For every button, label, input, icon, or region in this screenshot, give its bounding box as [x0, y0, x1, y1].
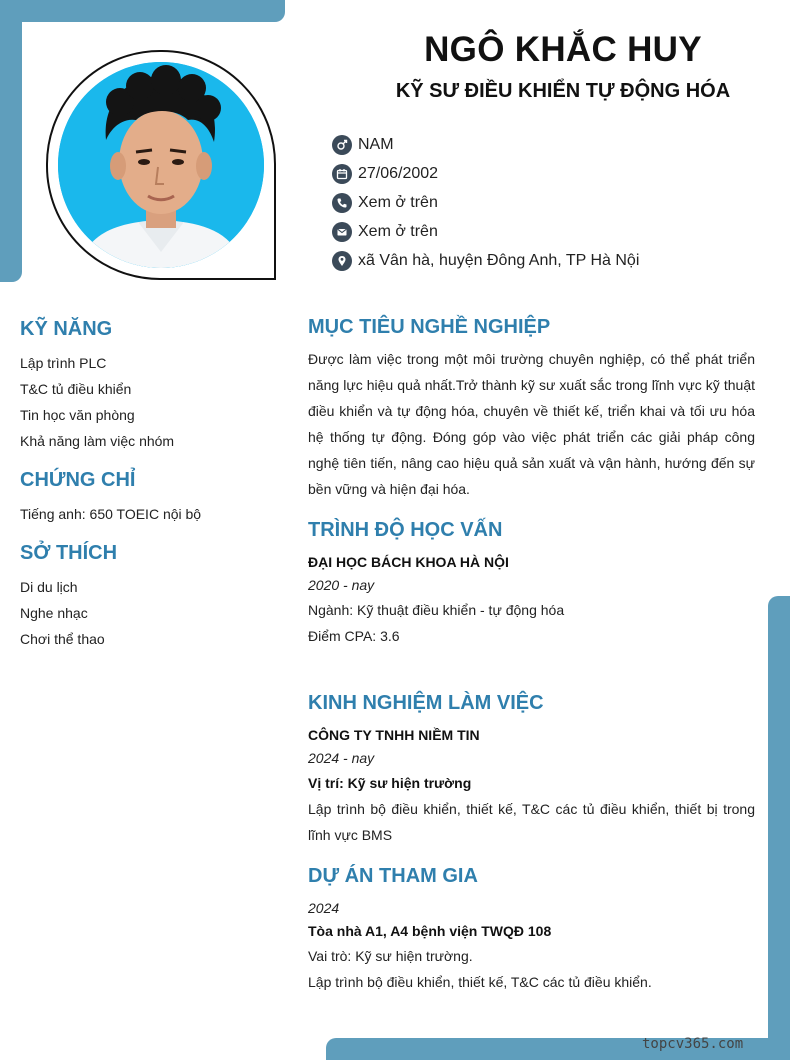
experience-period: 2024 - nay — [308, 750, 375, 766]
decor-bar-top — [0, 0, 285, 22]
contact-gender — [332, 130, 639, 159]
profile-photo-frame — [46, 50, 276, 280]
list-item: Tiếng anh: 650 TOEIC nội bộ — [20, 506, 202, 522]
project-role: Vai trò: Kỹ sư hiện trường. — [308, 948, 473, 964]
experience-description: Lập trình bộ điều khiển, thiết kế, T&C các tủ điều khiển, thiết bị trong lĩnh vực BMS — [308, 801, 755, 843]
calendar-icon — [332, 164, 352, 184]
project-name: Tòa nhà A1, A4 bệnh viện TWQĐ 108 — [308, 923, 552, 939]
list-item: Khả năng làm việc nhóm — [20, 433, 175, 449]
contact-gender-text: NAM — [358, 135, 394, 153]
contact-email-text: Xem ở trên — [358, 222, 438, 240]
decor-bar-right — [768, 596, 790, 1060]
list-item: Tin học văn phòng — [20, 407, 135, 423]
project-description: Lập trình bộ điều khiển, thiết kế, T&C các tủ điều khiển. — [308, 974, 652, 990]
experience-company: CÔNG TY TNHH NIỀM TIN — [308, 727, 480, 743]
contact-birthday-text: 27/06/2002 — [358, 164, 439, 182]
hobbies-list — [20, 574, 105, 652]
contact-list — [332, 130, 639, 275]
projects-title: DỰ ÁN THAM GIA — [308, 865, 478, 887]
education-title: TRÌNH ĐỘ HỌC VẤN — [308, 519, 503, 541]
objective-text: Được làm việc trong một môi trường chuyên nghiệp, có thể phát triển năng lực hiệu quả nhất.Trở thành kỹ sư xuất sắc trong lĩnh vực kỹ thuật điều khiển và tự động hóa, chuyên về thiết kế, triển khai và tối ưu hóa hệ thống tự động. Đóng góp vào việc phát triển các giải pháp công nghệ tiên tiến, nâng cao hiệu quả sản xuất và vận hành, hướng đến sự bền vững và hiện đại hóa. — [308, 351, 755, 497]
list-item: Di du lịch — [20, 579, 78, 595]
profile-photo — [58, 62, 264, 268]
contact-birthday — [332, 159, 639, 188]
experience-title: KINH NGHIỆM LÀM VIỆC — [308, 692, 544, 714]
gender-icon — [332, 135, 352, 155]
contact-email — [332, 217, 639, 246]
hobbies-title: SỞ THÍCH — [20, 542, 118, 564]
location-pin-icon — [332, 251, 352, 271]
skills-list — [20, 350, 174, 454]
contact-phone-text: Xem ở trên — [358, 193, 438, 211]
education-period: 2020 - nay — [308, 577, 375, 593]
email-icon — [332, 222, 352, 242]
watermark: topcv365.com — [642, 1036, 744, 1052]
contact-phone — [332, 188, 639, 217]
decor-bar-left — [0, 0, 22, 282]
project-year: 2024 — [308, 900, 340, 916]
skills-title: KỸ NĂNG — [20, 318, 113, 340]
experience-position: Vị trí: Kỹ sư hiện trường — [308, 775, 472, 791]
certificates-list — [20, 501, 201, 527]
list-item: Lập trình PLC — [20, 355, 107, 371]
list-item: Chơi thể thao — [20, 631, 105, 647]
education-major: Ngành: Kỹ thuật điều khiển - tự động hóa — [308, 602, 565, 618]
education-gpa: Điểm CPA: 3.6 — [308, 628, 400, 644]
candidate-name: NGÔ KHẮC HUY — [424, 30, 702, 69]
objective-title: MỤC TIÊU NGHỀ NGHIỆP — [308, 316, 551, 338]
certificates-title: CHỨNG CHỈ — [20, 469, 136, 491]
contact-address-text: xã Vân hà, huyện Đông Anh, TP Hà Nội — [358, 251, 640, 269]
contact-address — [332, 246, 639, 275]
job-title: KỸ SƯ ĐIỀU KHIỂN TỰ ĐỘNG HÓA — [395, 80, 731, 102]
phone-icon — [332, 193, 352, 213]
list-item: Nghe nhạc — [20, 605, 88, 621]
list-item: T&C tủ điều khiển — [20, 381, 132, 397]
avatar-portrait-icon — [58, 62, 264, 268]
education-school: ĐẠI HỌC BÁCH KHOA HÀ NỘI — [308, 554, 509, 570]
